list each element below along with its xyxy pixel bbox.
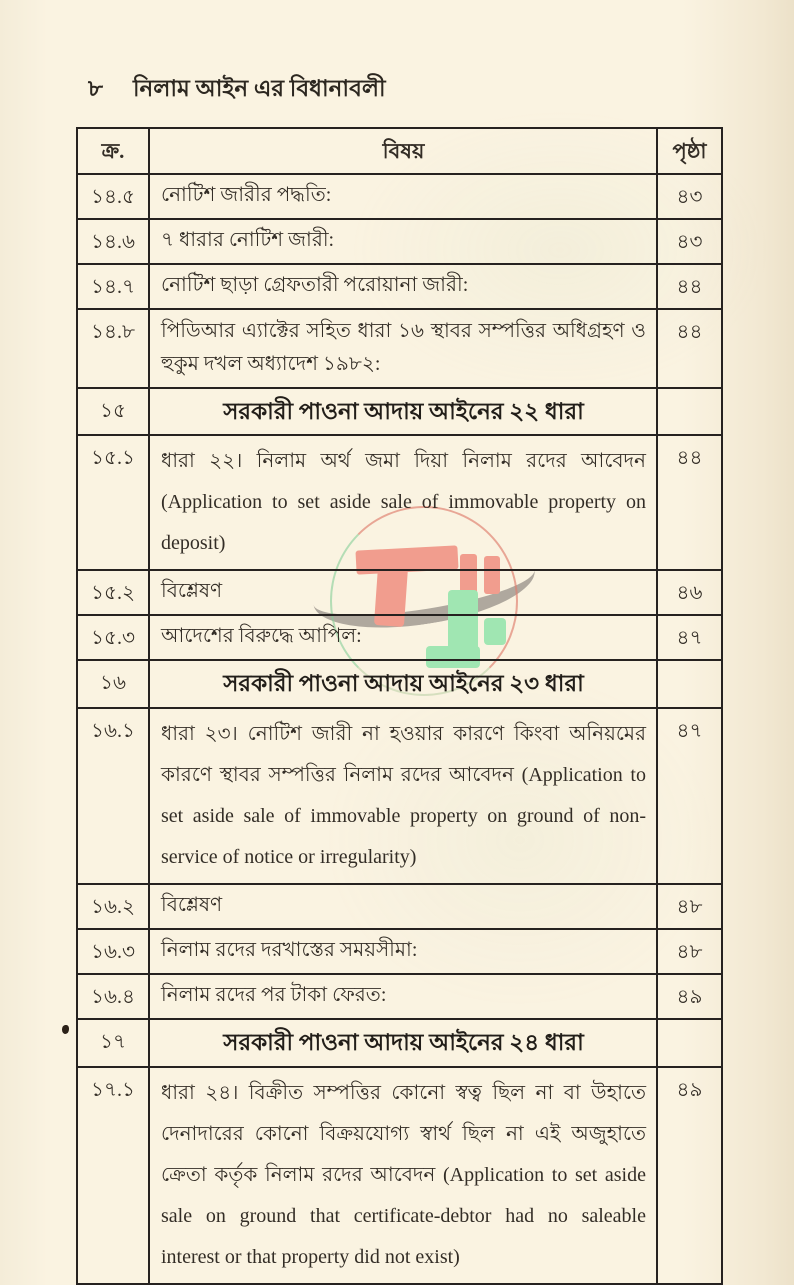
serial-cell: ১৫.৩ (77, 615, 149, 660)
subject-cell: বিশ্লেষণ (149, 884, 657, 929)
section-title-cell: সরকারী পাওনা আদায় আইনের ২৪ ধারা (149, 1019, 657, 1067)
column-header-serial: ক্র. (77, 128, 149, 174)
subject-cell: নিলাম রদের পর টাকা ফেরত: (149, 974, 657, 1019)
table-row (77, 219, 722, 264)
subject-cell: ৭ ধারার নোটিশ জারী: (149, 219, 657, 264)
serial-cell: ১৪.৫ (77, 174, 149, 219)
serial-cell: ১৪.৬ (77, 219, 149, 264)
table-row (77, 884, 722, 929)
subject-cell: ধারা ২২। নিলাম অর্থ জমা দিয়া নিলাম রদের আবেদন (Application to set aside sale of immovable property on deposit) (149, 435, 657, 570)
subject-cell: বিশ্লেষণ (149, 570, 657, 615)
book-title: নিলাম আইন এর বিধানাবলী (132, 76, 386, 101)
page-cell: ৪৪ (657, 264, 722, 309)
table-row (77, 570, 722, 615)
page-cell: ৪৮ (657, 929, 722, 974)
section-header-row (77, 660, 722, 708)
page-cell: ৪৬ (657, 570, 722, 615)
column-header-subject: বিষয় (149, 128, 657, 174)
page-cell: ৪৪ (657, 435, 722, 570)
page-cell: ৪৯ (657, 1067, 722, 1284)
page-header (88, 70, 386, 109)
section-title-cell: সরকারী পাওনা আদায় আইনের ২৩ ধারা (149, 660, 657, 708)
table-row (77, 1067, 722, 1284)
serial-cell: ১৭.১ (77, 1067, 149, 1284)
subject-cell: ধারা ২৩। নোটিশ জারী না হওয়ার কারণে কিংবা অনিয়মের কারণে স্থাবর সম্পত্তির নিলাম রদের আবেদন (Application to set aside sale of immovable property on ground of non-service of notice or irregularity) (149, 708, 657, 884)
subject-cell: আদেশের বিরুদ্ধে আপিল: (149, 615, 657, 660)
serial-cell: ১৪.৮ (77, 309, 149, 388)
page-cell: ৪৭ (657, 615, 722, 660)
page-cell: ৪৭ (657, 708, 722, 884)
subject-cell: পিডিআর এ্যাক্টের সহিত ধারা ১৬ স্থাবর সম্পত্তির অধিগ্রহণ ও হুকুম দখল অধ্যাদেশ ১৯৮২: (149, 309, 657, 388)
subject-cell: ধারা ২৪। বিক্রীত সম্পত্তির কোনো স্বত্ব ছিল না বা উহাতে দেনাদারের কোনো বিক্রয়যোগ্য স্বার্থ ছিল না এই অজুহাতে ক্রেতা কর্তৃক নিলাম রদের আবেদন (Application to set aside sale on ground that certificate-debtor had no saleable interest or that property did not exist) (149, 1067, 657, 1284)
serial-cell: ১৬.৪ (77, 974, 149, 1019)
serial-cell: ১৬.২ (77, 884, 149, 929)
page-cell: ৪৪ (657, 309, 722, 388)
subject-cell: নোটিশ জারীর পদ্ধতি: (149, 174, 657, 219)
serial-cell: ১৬ (77, 660, 149, 708)
page-cell (657, 1019, 722, 1067)
serial-cell: ১৫.১ (77, 435, 149, 570)
table-row (77, 309, 722, 388)
folio-page-number: ৮ (88, 76, 103, 101)
page-cell: ৪৩ (657, 219, 722, 264)
serial-cell: ১৪.৭ (77, 264, 149, 309)
serial-cell: ১৫.২ (77, 570, 149, 615)
serial-cell: ১৫ (77, 388, 149, 436)
section-header-row (77, 1019, 722, 1067)
table-row (77, 264, 722, 309)
table-header-row (77, 128, 722, 174)
page-cell (657, 660, 722, 708)
serial-cell: ১৬.৩ (77, 929, 149, 974)
ink-speck (62, 1025, 69, 1034)
page-cell (657, 388, 722, 436)
page-cell: ৪৩ (657, 174, 722, 219)
table-row (77, 615, 722, 660)
column-header-page: পৃষ্ঠা (657, 128, 722, 174)
contents-table (76, 127, 723, 1285)
serial-cell: ১৭ (77, 1019, 149, 1067)
page-cell: ৪৯ (657, 974, 722, 1019)
table-row (77, 929, 722, 974)
table-row (77, 974, 722, 1019)
table-row (77, 708, 722, 884)
subject-cell: নোটিশ ছাড়া গ্রেফতারী পরোয়ানা জারী: (149, 264, 657, 309)
section-header-row (77, 388, 722, 436)
section-title-cell: সরকারী পাওনা আদায় আইনের ২২ ধারা (149, 388, 657, 436)
page-cell: ৪৮ (657, 884, 722, 929)
table-row (77, 174, 722, 219)
table-row (77, 435, 722, 570)
subject-cell: নিলাম রদের দরখাস্তের সময়সীমা: (149, 929, 657, 974)
serial-cell: ১৬.১ (77, 708, 149, 884)
